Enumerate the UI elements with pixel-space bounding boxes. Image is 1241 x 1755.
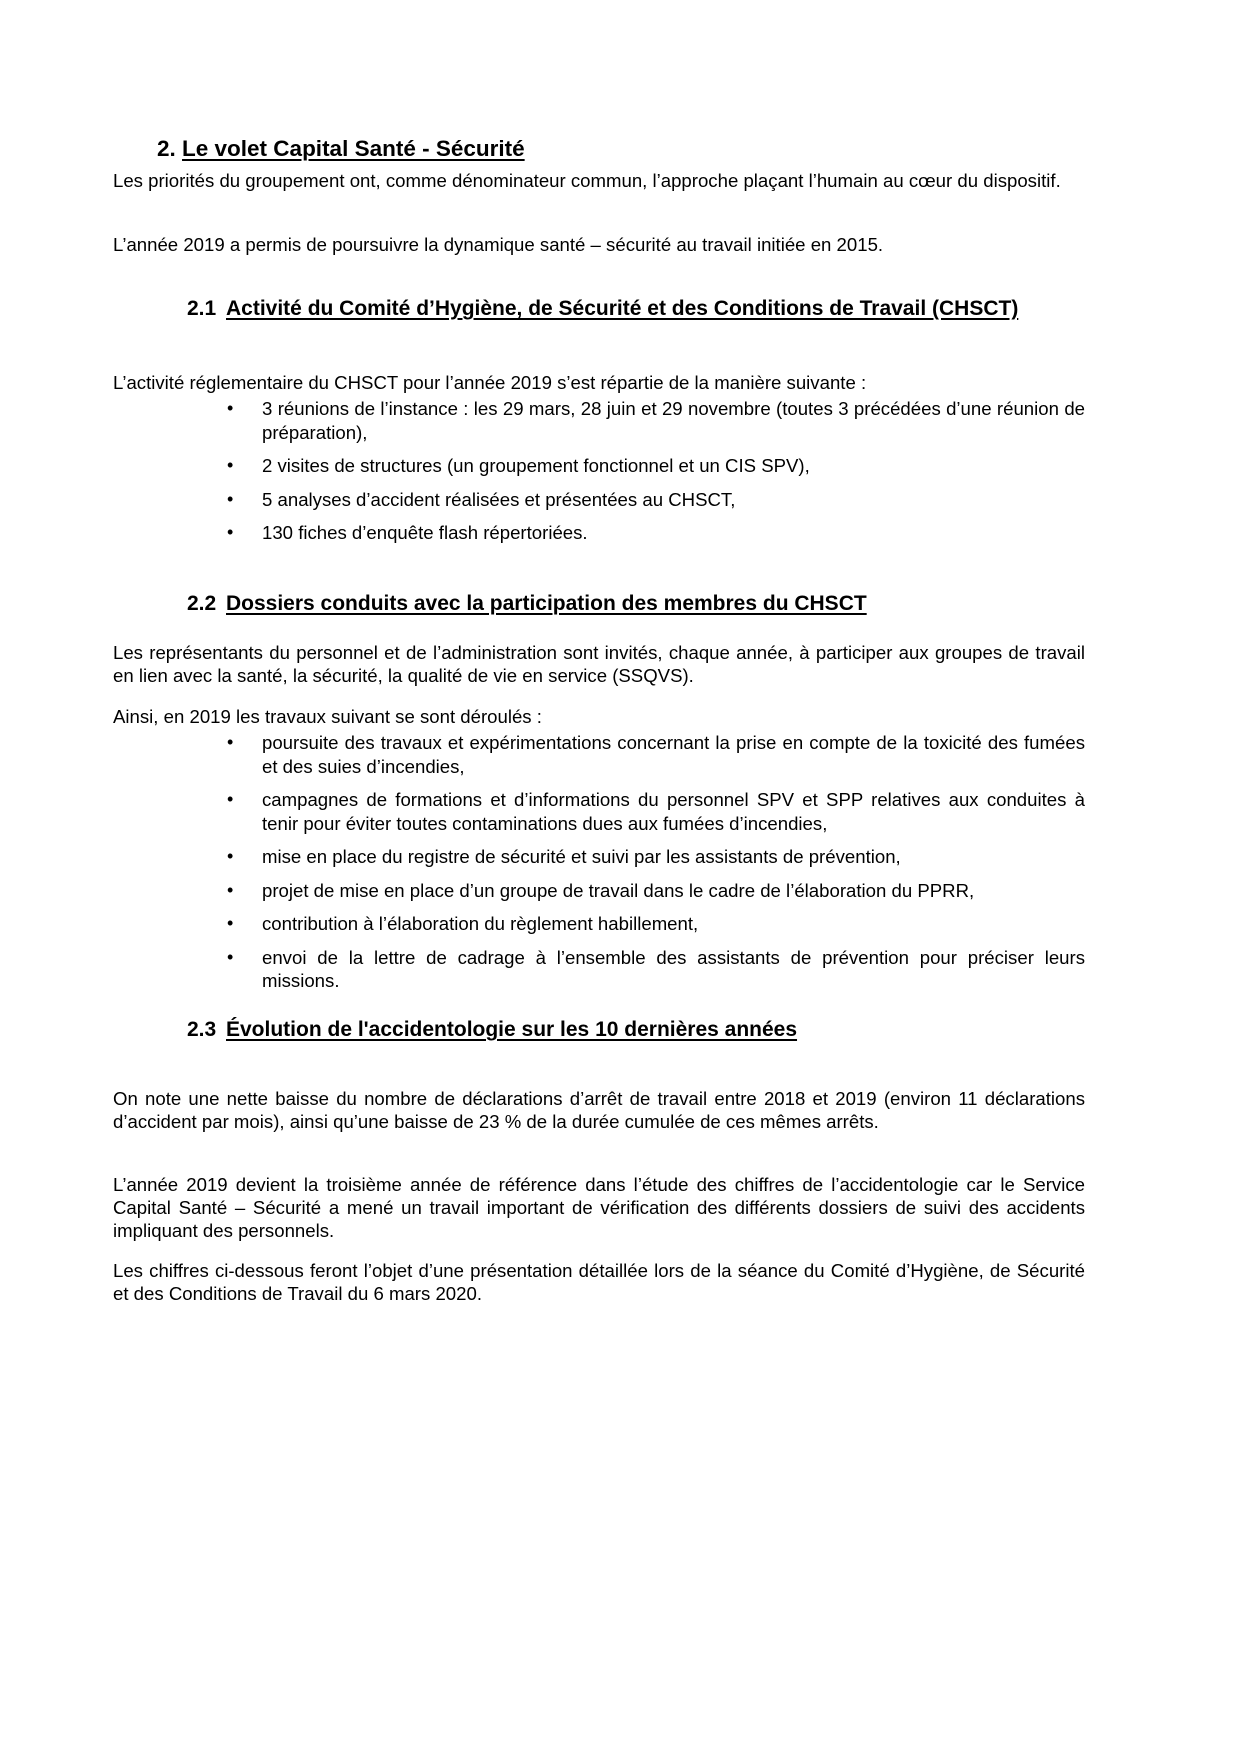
section-2-2-intro: Ainsi, en 2019 les travaux suivant se sont déroulés : [113, 706, 542, 727]
section-2-1-list [233, 397, 1085, 555]
section-2-heading [157, 136, 525, 162]
section-number: 2.1 [187, 297, 217, 320]
section-2-1-heading [187, 297, 1085, 321]
section-number: 2. [157, 136, 176, 161]
section-2-2-list [233, 731, 1085, 1003]
section-2-2-heading [187, 592, 1085, 616]
list-item: • campagnes de formations et d’informations du personnel SPV et SPP relatives aux conduites à tenir pour éviter toutes contaminations dues aux fumées d’incendies, [233, 788, 1085, 835]
list-item: • envoi de la lettre de cadrage à l’ensemble des assistants de prévention pour préciser leurs missions. [233, 946, 1085, 993]
section-2-paragraph-2: L’année 2019 a permis de poursuivre la dynamique santé – sécurité au travail initiée en 2015. [113, 234, 884, 255]
section-2-3-paragraph-3: Les chiffres ci-dessous feront l’objet d’une présentation détaillée lors de la séance du Comité d’Hygiène, de Sécurité et des Conditions de Travail du 6 mars 2020. [113, 1260, 1085, 1304]
section-2-1-intro: L’activité réglementaire du CHSCT pour l’année 2019 s’est répartie de la manière suivante : [113, 372, 867, 393]
section-number: 2.2 [187, 592, 217, 615]
section-2-2-paragraph: Les représentants du personnel et de l’administration sont invités, chaque année, à participer aux groupes de travail en lien avec la santé, la sécurité, la qualité de vie en service (SSQVS). [113, 642, 1085, 686]
section-2-3-heading [187, 1018, 1085, 1042]
section-2-paragraph-1: Les priorités du groupement ont, comme dénominateur commun, l’approche plaçant l’humain au cœur du dispositif. [113, 170, 1061, 191]
section-2-3-paragraph-2: L’année 2019 devient la troisième année de référence dans l’étude des chiffres de l’accidentologie car le Service Capital Santé – Sécurité a mené un travail important de vérification des différents dossiers de suivi des accidents impliquant des personnels. [113, 1174, 1085, 1241]
list-item: • mise en place du registre de sécurité et suivi par les assistants de prévention, [233, 845, 1085, 869]
list-item: • projet de mise en place d’un groupe de travail dans le cadre de l’élaboration du PPRR, [233, 879, 1085, 903]
section-title: Dossiers conduits avec la participation des membres du CHSCT [226, 592, 867, 615]
section-2-3-paragraph-1: On note une nette baisse du nombre de déclarations d’arrêt de travail entre 2018 et 2019 (environ 11 déclarations d’accident par mois), ainsi qu’une baisse de 23 % de la durée cumulée de ces mêmes arrêts. [113, 1088, 1085, 1132]
section-title: Évolution de l'accidentologie sur les 10 dernières années [226, 1018, 798, 1041]
list-item: • 5 analyses d’accident réalisées et présentées au CHSCT, [233, 488, 1085, 512]
list-item: • contribution à l’élaboration du règlement habillement, [233, 912, 1085, 936]
list-item: • 130 fiches d’enquête flash répertoriées. [233, 521, 1085, 545]
section-title: Activité du Comité d’Hygiène, de Sécurité et des Conditions de Travail (CHSCT) [226, 297, 1019, 320]
list-item: • poursuite des travaux et expérimentations concernant la prise en compte de la toxicité des fumées et des suies d’incendies, [233, 731, 1085, 778]
list-item: • 2 visites de structures (un groupement fonctionnel et un CIS SPV), [233, 454, 1085, 478]
section-title: Le volet Capital Santé - Sécurité [182, 136, 525, 161]
section-number: 2.3 [187, 1018, 217, 1041]
list-item: • 3 réunions de l’instance : les 29 mars, 28 juin et 29 novembre (toutes 3 précédées d’une réunion de préparation), [233, 397, 1085, 444]
